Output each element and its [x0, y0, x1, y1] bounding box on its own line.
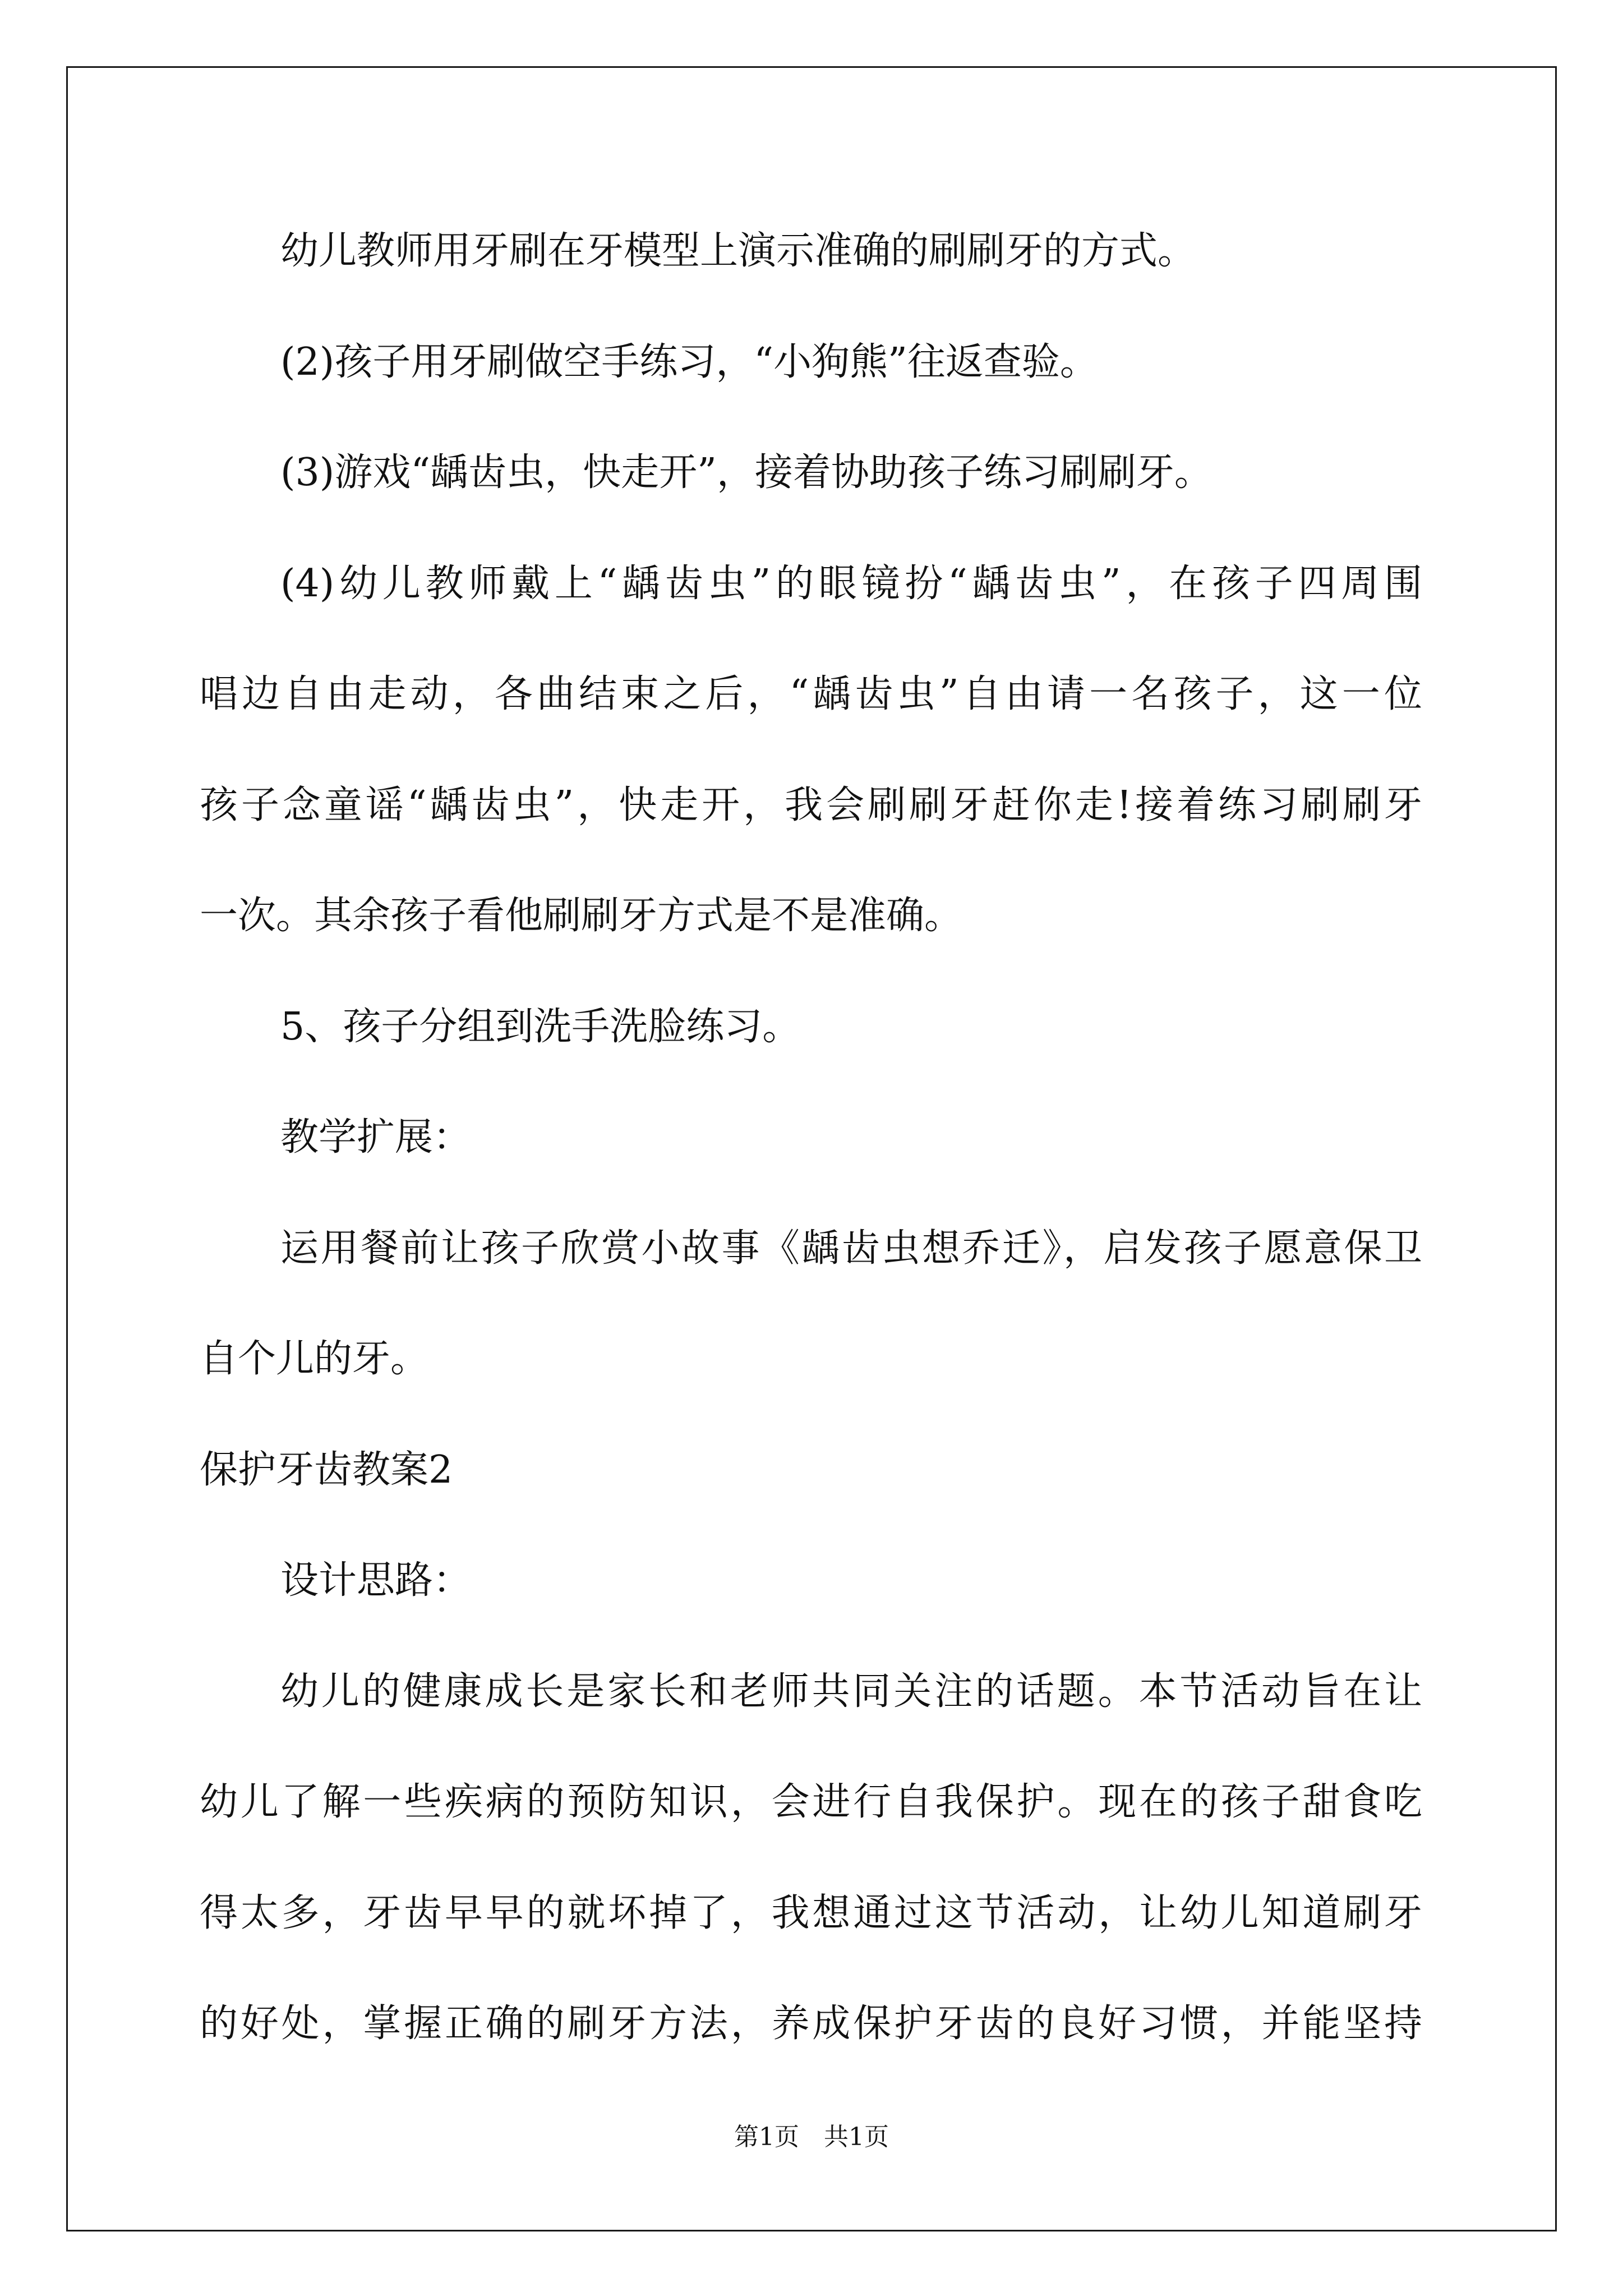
paragraph-line: 运用餐前让孩子欣赏小故事《龋齿虫想乔迁》，启发孩子愿意保卫 [280, 1226, 1422, 1271]
section-label: 设计思路： [280, 1558, 472, 1603]
paragraph-line: 孩子念童谣“龋齿虫”，快走开，我会刷刷牙赶你走!接着练习刷刷牙 [200, 783, 1422, 827]
paragraph-line: 幼儿了解一些疾病的预防知识，会进行自我保护。现在的孩子甜食吃 [200, 1780, 1422, 1824]
paragraph-line: 自个儿的牙。 [200, 1337, 429, 1381]
paragraph-line: 唱边自由走动，各曲结束之后，“龋齿虫”自由请一名孩子，这一位 [200, 672, 1422, 716]
section-heading: 保护牙齿教案2 [200, 1448, 453, 1492]
paragraph-line: 5、孩子分组到洗手洗脸练习。 [280, 1005, 801, 1049]
paragraph-line: 幼儿的健康成长是家长和老师共同关注的话题。本节活动旨在让 [280, 1669, 1422, 1714]
paragraph-line: 的好处，掌握正确的刷牙方法，养成保护牙齿的良好习惯，并能坚持 [200, 2001, 1422, 2046]
paragraph-line: 一次。其余孩子看他刷刷牙方式是不是准确。 [200, 894, 963, 938]
page-footer: 第1页 共1页 [734, 2123, 889, 2151]
paragraph-line: (3)游戏“龋齿虫，快走开”，接着协助孩子练习刷刷牙。 [280, 450, 1212, 495]
paragraph-line: 幼儿教师用牙刷在牙模型上演示准确的刷刷牙的方式。 [280, 229, 1196, 273]
paragraph-line: 得太多，牙齿早早的就坏掉了，我想通过这节活动，让幼儿知道刷牙 [200, 1891, 1422, 1935]
section-label: 教学扩展： [280, 1115, 472, 1159]
paragraph-line: (2)孩子用牙刷做空手练习，“小狗熊”往返查验。 [280, 340, 1098, 384]
paragraph-line: (4)幼儿教师戴上“龋齿虫”的眼镜扮“龋齿虫”，在孩子四周围 [280, 562, 1422, 606]
